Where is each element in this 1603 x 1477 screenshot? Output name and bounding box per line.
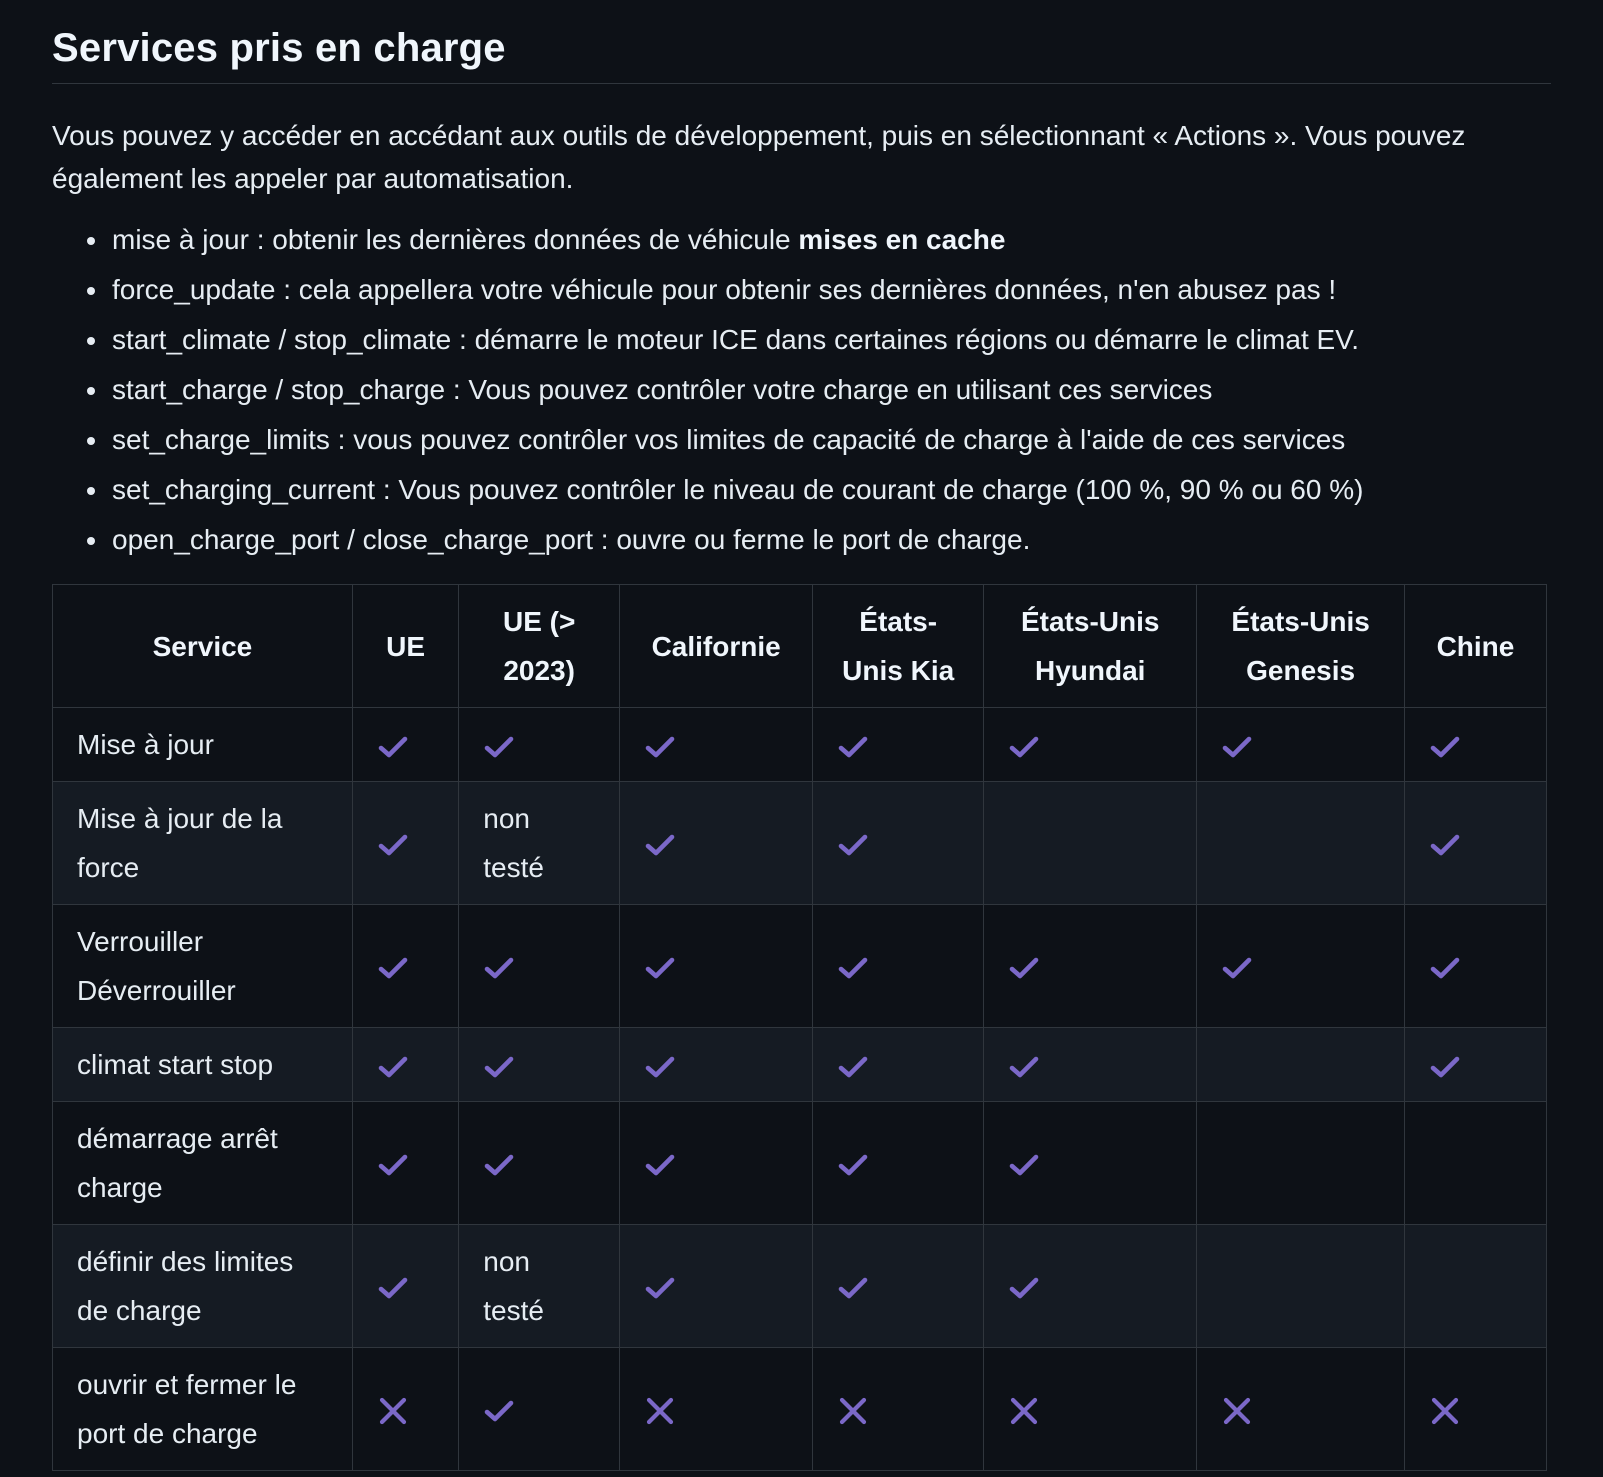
table-header-row [53, 585, 1547, 708]
service-name-cell: démarrage arrêt charge [53, 1102, 353, 1225]
check-mark-icon [1429, 731, 1461, 763]
column-header-ue: UE [352, 585, 458, 708]
service-description: open_charge_port / close_charge_port : ouvre ou ferme le port de charge. [112, 524, 1031, 555]
empty-cell [1404, 1225, 1546, 1348]
service-description: start_climate / stop_climate : démarre le moteur ICE dans certaines régions ou démarre le climat EV. [112, 324, 1360, 355]
service-name-cell: ouvrir et fermer le port de charge [53, 1348, 353, 1471]
supported-cell [459, 1348, 620, 1471]
support-table [52, 584, 1547, 1471]
supported-cell [352, 905, 458, 1028]
supported-cell [813, 905, 984, 1028]
check-mark-icon [483, 952, 515, 984]
service-description: set_charge_limits : vous pouvez contrôler vos limites de capacité de charge à l'aide de ces services [112, 424, 1346, 455]
check-mark-icon [644, 1051, 676, 1083]
cross-mark-icon [644, 1395, 676, 1427]
table-row [53, 1348, 1547, 1471]
empty-cell [1197, 1028, 1405, 1102]
supported-cell [1197, 905, 1405, 1028]
service-name-cell: climat start stop [53, 1028, 353, 1102]
list-item [110, 322, 1551, 358]
service-name-cell: définir des limites de charge [53, 1225, 353, 1348]
list-item [110, 422, 1551, 458]
check-mark-icon [644, 952, 676, 984]
check-mark-icon [837, 1272, 869, 1304]
supported-cell [1404, 905, 1546, 1028]
check-mark-icon [1429, 829, 1461, 861]
empty-cell [1197, 1225, 1405, 1348]
column-header-ue-2023: UE (> 2023) [459, 585, 620, 708]
supported-cell [352, 782, 458, 905]
supported-cell [620, 1102, 813, 1225]
service-description: set_charging_current : Vous pouvez contrôler le niveau de courant de charge (100 %, 90 % ou 60 %) [112, 474, 1364, 505]
check-mark-icon [837, 1149, 869, 1181]
supported-cell [813, 1028, 984, 1102]
supported-cell [1404, 708, 1546, 782]
service-name-cell: Mise à jour [53, 708, 353, 782]
check-mark-icon [377, 1051, 409, 1083]
service-name-cell: Verrouiller Déverrouiller [53, 905, 353, 1028]
unsupported-cell [620, 1348, 813, 1471]
check-mark-icon [1008, 1051, 1040, 1083]
supported-cell [352, 1028, 458, 1102]
supported-cell [620, 905, 813, 1028]
check-mark-icon [483, 1395, 515, 1427]
table-row [53, 1102, 1547, 1225]
check-mark-icon [644, 1149, 676, 1181]
check-mark-icon [1008, 952, 1040, 984]
check-mark-icon [1221, 731, 1253, 763]
supported-cell [1404, 1028, 1546, 1102]
supported-cell [459, 708, 620, 782]
check-mark-icon [1221, 952, 1253, 984]
column-header-service: Service [53, 585, 353, 708]
supported-cell [984, 1225, 1197, 1348]
table-body [53, 708, 1547, 1471]
unsupported-cell [1404, 1348, 1546, 1471]
check-mark-icon [483, 1149, 515, 1181]
check-mark-icon [644, 1272, 676, 1304]
unsupported-cell [984, 1348, 1197, 1471]
service-description: start_charge / stop_charge : Vous pouvez contrôler votre charge en utilisant ces services [112, 374, 1213, 405]
supported-cell [459, 1102, 620, 1225]
supported-cell [620, 782, 813, 905]
supported-cell [984, 1102, 1197, 1225]
unsupported-cell [352, 1348, 458, 1471]
cross-mark-icon [1221, 1395, 1253, 1427]
note-cell: non testé [459, 1225, 620, 1348]
check-mark-icon [1008, 731, 1040, 763]
service-description: mise à jour : obtenir les dernières données de véhicule [112, 224, 799, 255]
check-mark-icon [837, 731, 869, 763]
page-title: Services pris en charge [52, 20, 1551, 84]
empty-cell [1404, 1102, 1546, 1225]
table-row [53, 1225, 1547, 1348]
column-header-us-hyundai: États-Unis Hyundai [984, 585, 1197, 708]
supported-cell [984, 1028, 1197, 1102]
unsupported-cell [813, 1348, 984, 1471]
check-mark-icon [483, 731, 515, 763]
check-mark-icon [837, 952, 869, 984]
column-header-us-genesis: États-Unis Genesis [1197, 585, 1405, 708]
check-mark-icon [837, 829, 869, 861]
table-row [53, 1028, 1547, 1102]
check-mark-icon [377, 1272, 409, 1304]
list-item [110, 222, 1551, 258]
supported-cell [984, 905, 1197, 1028]
check-mark-icon [644, 829, 676, 861]
cross-mark-icon [377, 1395, 409, 1427]
supported-cell [620, 1028, 813, 1102]
table-row [53, 905, 1547, 1028]
supported-cell [984, 708, 1197, 782]
supported-cell [620, 708, 813, 782]
supported-cell [813, 1225, 984, 1348]
supported-cell [813, 782, 984, 905]
empty-cell [1197, 782, 1405, 905]
check-mark-icon [377, 731, 409, 763]
check-mark-icon [377, 829, 409, 861]
table-row [53, 782, 1547, 905]
services-list [52, 222, 1551, 558]
list-item [110, 472, 1551, 508]
supported-cell [1404, 782, 1546, 905]
check-mark-icon [377, 952, 409, 984]
unsupported-cell [1197, 1348, 1405, 1471]
check-mark-icon [1429, 1051, 1461, 1083]
supported-cell [813, 1102, 984, 1225]
service-emphasis: mises en cache [798, 224, 1006, 255]
check-mark-icon [1429, 952, 1461, 984]
supported-cell [813, 708, 984, 782]
list-item [110, 272, 1551, 308]
list-item [110, 372, 1551, 408]
supported-cell [459, 905, 620, 1028]
check-mark-icon [644, 731, 676, 763]
list-item [110, 522, 1551, 558]
cross-mark-icon [1429, 1395, 1461, 1427]
supported-cell [459, 1028, 620, 1102]
check-mark-icon [1008, 1272, 1040, 1304]
supported-cell [1197, 708, 1405, 782]
cross-mark-icon [1008, 1395, 1040, 1427]
check-mark-icon [837, 1051, 869, 1083]
service-description: force_update : cela appellera votre véhicule pour obtenir ses dernières données, n'en abusez pas ! [112, 274, 1337, 305]
empty-cell [984, 782, 1197, 905]
supported-cell [352, 1102, 458, 1225]
check-mark-icon [483, 1051, 515, 1083]
column-header-californie: Californie [620, 585, 813, 708]
check-mark-icon [377, 1149, 409, 1181]
table-row [53, 708, 1547, 782]
supported-cell [620, 1225, 813, 1348]
supported-cell [352, 1225, 458, 1348]
intro-paragraph: Vous pouvez y accéder en accédant aux outils de développement, puis en sélectionnant « Actions ». Vous pouvez également les appeler par automatisation. [52, 120, 1466, 194]
note-cell: non testé [459, 782, 620, 905]
check-mark-icon [1008, 1149, 1040, 1181]
supported-cell [352, 708, 458, 782]
service-name-cell: Mise à jour de la force [53, 782, 353, 905]
column-header-us-kia: États-Unis Kia [813, 585, 984, 708]
column-header-chine: Chine [1404, 585, 1546, 708]
empty-cell [1197, 1102, 1405, 1225]
cross-mark-icon [837, 1395, 869, 1427]
